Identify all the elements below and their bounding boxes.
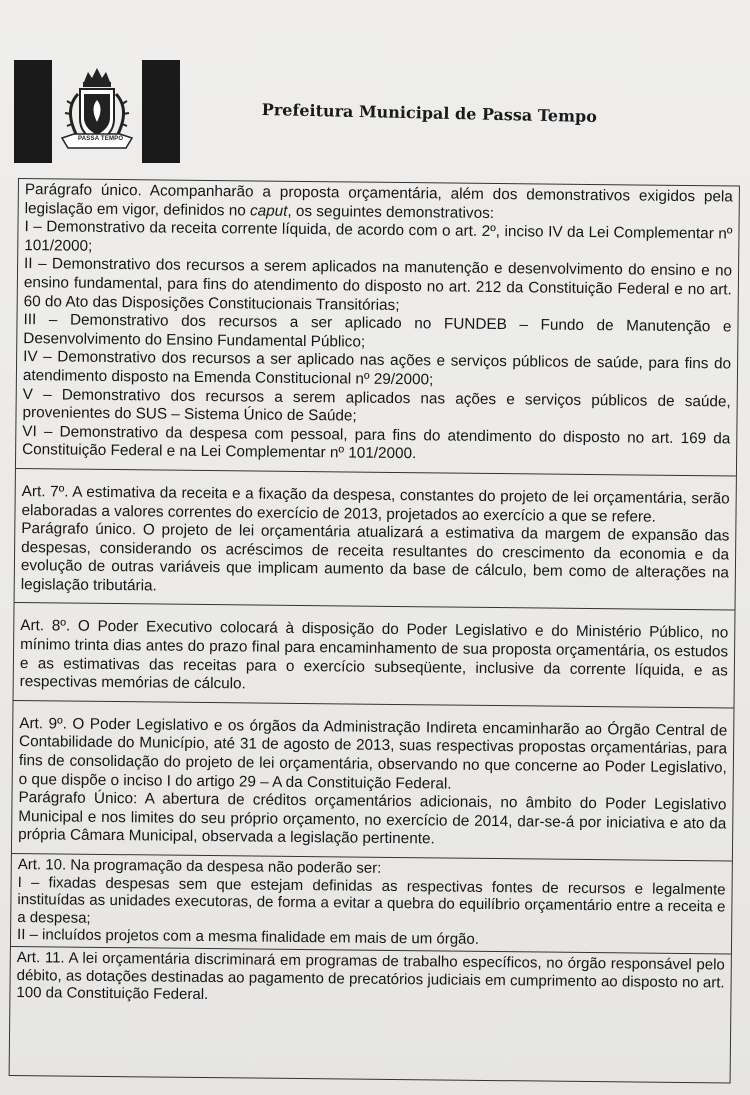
tail-block — [10, 946, 731, 1011]
left-black-band — [14, 60, 52, 163]
crest-ribbon-text: PASSA TEMPO — [78, 136, 124, 142]
paragraph: IV – Demonstrativo dos recursos a ser aplicado nas ações e serviços públicos de saúde, para fins do atendimento disposto na Emenda Constitucional nº 29/2000; — [22, 348, 732, 389]
section-block — [12, 701, 734, 861]
paragraph: Parágrafo único. O projeto de lei orçamentária atualizará a estimativa da margem de expansão das despesas, considerando os acréscimos de receita resultantes do crescimento da economia e da evolução de outras variáveis que implicam aumento da base de cálculo, bem como de alterações na legislação tributária. — [20, 520, 730, 595]
section-block — [16, 179, 739, 476]
coat-of-arms-icon — [54, 64, 140, 160]
paragraph: Art. 8º. O Poder Executivo colocará à disposição do Poder Legislativo e do Ministério Público, no mínimo trinta dias antes do prazo final para encaminhamento de sua proposta orçamentária, os estudos e as estimativas das receitas para o exercício subseqüente, inclusive da corrente líquida, e as respectivas memórias de cálculo. — [19, 617, 729, 693]
letterhead-emblem — [14, 60, 180, 163]
page-title: Prefeitura Municipal de Passa Tempo — [261, 100, 598, 127]
tail-block — [11, 853, 732, 954]
paragraph: I – fixadas despesas sem que estejam definidas as respectivas fontes de recursos e legalmente instituídas as unidades executoras, de forma a evitar a quebra do equilíbrio orçamentário entre a receita e a despesa; — [17, 873, 726, 927]
section-block — [15, 469, 736, 611]
paragraph: VI – Demonstrativo da despesa com pessoal, para fins do atendimento do disposto no art. 169 da Constituição Federal e na Lei Complementar nº 101/2000. — [22, 422, 731, 463]
paragraph: II – Demonstrativo dos recursos a serem aplicados na manutenção e desenvolvimento do ensino e no ensino fundamental, para fins do atendimento do disposto no art. 212 da Constituição Federal e no art. 60 do Ato das Disposições Constitucionais Transitórias; — [23, 255, 733, 314]
paragraph: III – Demonstrativo dos recursos a ser aplicado no FUNDEB – Fundo de Manutenção e Desenvolvimento do Ensino Fundamental Público; — [23, 311, 732, 351]
paragraph: Art. 9º. O Poder Legislativo e os órgãos da Administração Indireta encaminharão ao Órgão Central de Contabilidade do Município, até 31 de agosto de 2013, suas respectivas propostas orçamentárias, para fins de consolidação do projeto de lei orçamentária, observando no que concerne ao Poder Legislativo, o que dispõe o inciso I do artigo 29 – A da Constituição Federal. — [18, 714, 728, 793]
paragraph: II – incluídos projetos com a mesma finalidade em mais de um órgão. — [16, 926, 480, 949]
paragraph: Parágrafo Único: A abertura de créditos orçamentários adicionais, no âmbito do Poder Legislativo Municipal e nos limites do seu próprio orçamento, no exercício de 2014, dar-se-á por iniciativa e ato da própria Câmara Municipal, observada a legislação pertinente. — [18, 789, 727, 848]
paragraph: Art. 7º. A estimativa da receita e a fixação da despesa, constantes do projeto de lei orçamentária, serão elaboradas a valores correntes do exercício de 2013, projetados ao exercício a que se refere. — [21, 482, 730, 526]
right-black-band — [142, 60, 180, 163]
paragraph: Art. 11. A lei orçamentária discriminará em programas de trabalho específicos, no órgão responsável pelo débito, as dotações destinadas ao pagamento de precatórios judiciais em cumprimento ao disposto no art. 100 da Constituição Federal. — [16, 948, 725, 1004]
section-block — [14, 603, 735, 708]
paragraph: I – Demonstrativo da receita corrente líquida, de acordo com o art. 2º, inciso IV da Lei Complementar nº 101/2000; — [24, 218, 733, 255]
document-body — [9, 178, 740, 1084]
paragraph: Art. 10. Na programação da despesa não poderão ser: — [17, 856, 382, 877]
paragraph: Parágrafo único. Acompanharão a proposta orçamentária, além dos demonstrativos exigidos pela legislação em vigor, definidos no caput, os seguintes demonstrativos: — [24, 181, 733, 222]
letterhead — [0, 0, 750, 180]
paragraph: V – Demonstrativo dos recursos a serem aplicados nas ações e serviços públicos de saúde, provenientes do SUS – Sistema Único de Saúde; — [22, 385, 731, 425]
